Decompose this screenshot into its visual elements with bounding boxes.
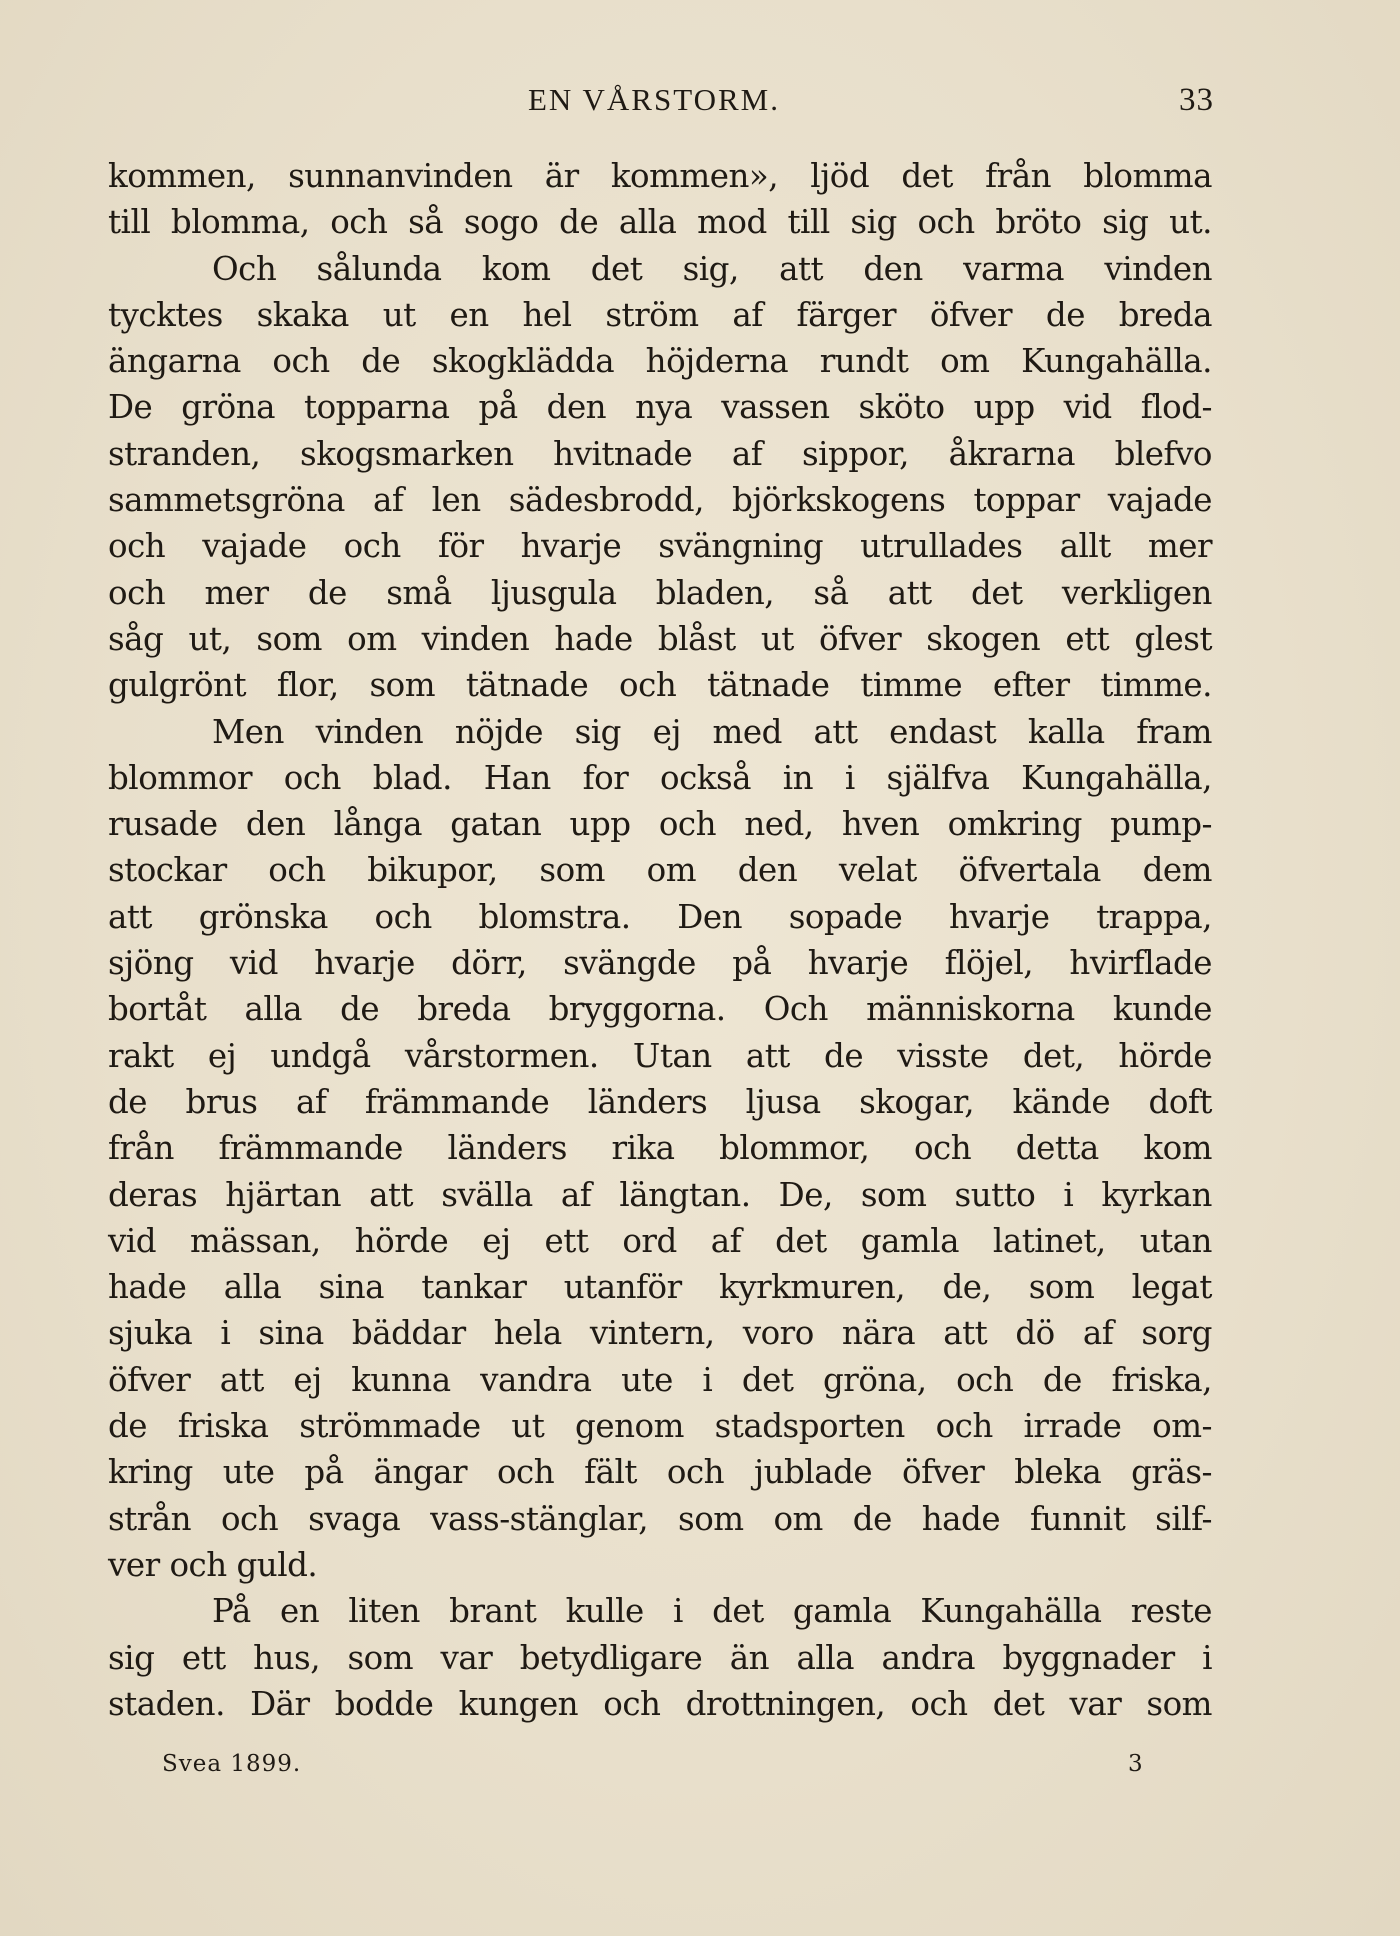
text-line: vid mässan, hörde ej ett ord af det gamla latinet, utan [108, 1221, 1212, 1260]
sheet-number: 3 [1128, 1751, 1143, 1777]
text-line: ver och guld. [108, 1545, 318, 1584]
text-line: hade alla sina tankar utanför kyrkmuren, de, som legat [108, 1268, 1212, 1307]
text-line: gulgrönt flor, som tätnade och tätnade timme efter timme. [108, 666, 1212, 705]
text-line: öfver att ej kunna vandra ute i det gröna, och de friska, [108, 1360, 1212, 1399]
signature-mark: Svea 1899. [162, 1751, 302, 1777]
text-line: sjöng vid hvarje dörr, svängde på hvarje flöjel, hvirflade [108, 944, 1212, 983]
running-head [0, 82, 1400, 122]
text-line: De gröna topparna på den nya vassen sköto upp vid flod- [108, 388, 1212, 427]
text-line: stockar och bikupor, som om den velat öfvertala dem [108, 851, 1212, 890]
text-line: sammetsgröna af len sädesbrodd, björkskogens toppar vajade [108, 481, 1212, 520]
text-line: blommor och blad. Han for också in i själfva Kungahälla, [108, 758, 1212, 797]
text-line: staden. Där bodde kungen och drottningen, och det var som [108, 1684, 1212, 1723]
text-line: sig ett hus, som var betydligare än alla andra byggnader i [108, 1638, 1212, 1677]
page-footer [0, 1751, 1400, 1791]
text-line: från främmande länders rika blommor, och detta kom [108, 1129, 1212, 1168]
text-line: deras hjärtan att svälla af längtan. De, som sutto i kyrkan [108, 1175, 1212, 1214]
text-line: rakt ej undgå vårstormen. Utan att de visste det, hörde [108, 1036, 1212, 1075]
text-line: såg ut, som om vinden hade blåst ut öfver skogen ett glest [108, 619, 1212, 658]
text-line: ängarna och de skogklädda höjderna rundt om Kungahälla. [108, 342, 1212, 381]
text-line: tycktes skaka ut en hel ström af färger öfver de breda [108, 295, 1212, 334]
text-line: strån och svaga vass-stänglar, som om de hade funnit silf- [108, 1499, 1212, 1538]
body-text [108, 153, 1212, 1727]
text-line: På en liten brant kulle i det gamla Kungahälla reste [212, 1592, 1212, 1631]
text-line: kring ute på ängar och fält och jublade öfver bleka gräs- [108, 1453, 1212, 1492]
text-line: att grönska och blomstra. Den sopade hvarje trappa, [108, 897, 1212, 936]
chapter-title: EN VÅRSTORM. [528, 82, 780, 117]
text-line: Men vinden nöjde sig ej med att endast kalla fram [212, 712, 1212, 751]
text-line: till blomma, och så sogo de alla mod till sig och bröto sig ut. [108, 203, 1212, 242]
text-line: och vajade och för hvarje svängning utrullades allt mer [108, 527, 1212, 566]
text-line: sjuka i sina bäddar hela vintern, voro nära att dö af sorg [108, 1314, 1212, 1353]
text-line: de friska strömmade ut genom stadsporten och irrade om- [108, 1407, 1212, 1446]
text-line: och mer de små ljusgula bladen, så att det verkligen [108, 573, 1212, 612]
page-number: 33 [1179, 82, 1214, 118]
text-line: stranden, skogsmarken hvitnade af sippor, åkrarna blefvo [108, 434, 1212, 473]
text-line: bortåt alla de breda bryggorna. Och människorna kunde [108, 990, 1212, 1029]
text-line: Och sålunda kom det sig, att den varma vinden [212, 249, 1212, 288]
text-line: rusade den långa gatan upp och ned, hven omkring pump- [108, 805, 1212, 844]
text-line: de brus af främmande länders ljusa skogar, kände doft [108, 1082, 1212, 1121]
text-line: kommen, sunnanvinden är kommen», ljöd det från blomma [108, 157, 1212, 195]
